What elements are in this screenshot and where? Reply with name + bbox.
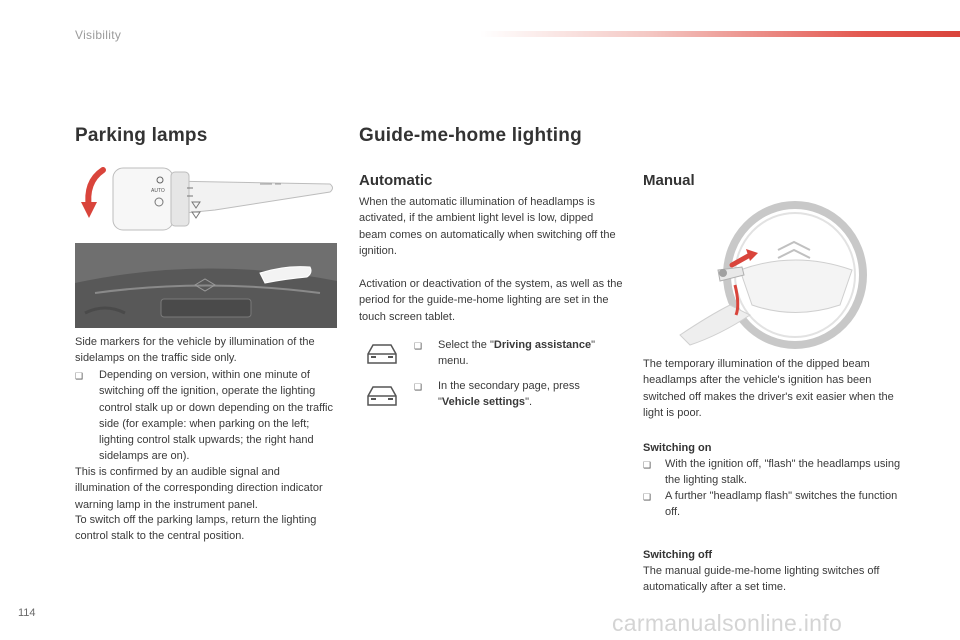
bullet-icon: ❑ bbox=[414, 341, 423, 351]
bullet-icon: ❑ bbox=[643, 460, 652, 470]
automatic-heading: Automatic bbox=[359, 172, 433, 189]
page-number: 114 bbox=[18, 607, 36, 619]
guide-me-home-title: Guide-me-home lighting bbox=[359, 125, 582, 146]
car-settings-icon bbox=[364, 339, 400, 367]
bullet-icon: ❑ bbox=[414, 382, 423, 392]
automatic-settings: Activation or deactivation of the system, as well as the period for the guide-me-home lighting are set in the touch screen tablet. bbox=[359, 278, 623, 323]
step-vehicle-settings: ❑ In the secondary page, press "Vehicle settings". bbox=[414, 380, 580, 409]
switching-on-heading: Switching on bbox=[643, 442, 712, 454]
switching-off-heading: Switching off bbox=[643, 549, 713, 561]
driving-assistance-menu-label: Driving assistance bbox=[493, 339, 592, 351]
watermark: carmanualsonline.info bbox=[612, 610, 843, 636]
header-accent-bar bbox=[480, 31, 960, 37]
parking-lamps-title: Parking lamps bbox=[75, 125, 208, 146]
parking-bullet-text: Depending on version, within one minute of switching off the ignition, operate the lighting control stalk up or down depending on the traffic side (for example: when parking on the left; lighting control stalk upwards; the right hand sidelamps are on). bbox=[99, 369, 334, 463]
auto-label: AUTO bbox=[151, 188, 165, 194]
parking-confirmation: This is confirmed by an audible signal and illumination of the corresponding direction indicator warning lamp in the instrument panel. bbox=[75, 466, 323, 511]
manual-heading: Manual bbox=[643, 172, 695, 189]
switching-on-step-2: ❑ A further "headlamp flash" switches the function off. bbox=[643, 490, 898, 519]
automatic-intro: When the automatic illumination of headlamps is activated, if the ambient light level is low, dipped beam comes on automatically when switching off the ignition. bbox=[359, 196, 616, 257]
lighting-stalk-illustration bbox=[75, 162, 337, 238]
step-driving-assistance: ❑ Select the "Driving assistance" menu. bbox=[414, 339, 596, 368]
switching-on-step-1: ❑ With the ignition off, "flash" the headlamps using the lighting stalk. bbox=[643, 458, 901, 487]
parking-switch-off: To switch off the parking lamps, return the lighting control stalk to the central position. bbox=[75, 514, 317, 543]
bullet-icon: ❑ bbox=[643, 492, 652, 502]
steering-wheel-illustration bbox=[670, 195, 870, 350]
rear-parking-lamp-photo bbox=[75, 243, 337, 328]
switching-off-text: The manual guide-me-home lighting switches off automatically after a set time. bbox=[643, 565, 880, 594]
car-settings-icon bbox=[364, 381, 400, 409]
manual-intro: The temporary illumination of the dipped beam headlamps after the vehicle's ignition has been switched off makes the driver's exit easier when the light is poor. bbox=[643, 358, 894, 419]
section-header: Visibility bbox=[75, 28, 122, 42]
bullet-icon: ❑ bbox=[75, 371, 84, 381]
vehicle-settings-label: Vehicle settings bbox=[441, 396, 526, 409]
parking-bullet bbox=[75, 367, 337, 465]
parking-intro: Side markers for the vehicle by illumination of the sidelamps on the traffic side only. bbox=[75, 336, 315, 365]
